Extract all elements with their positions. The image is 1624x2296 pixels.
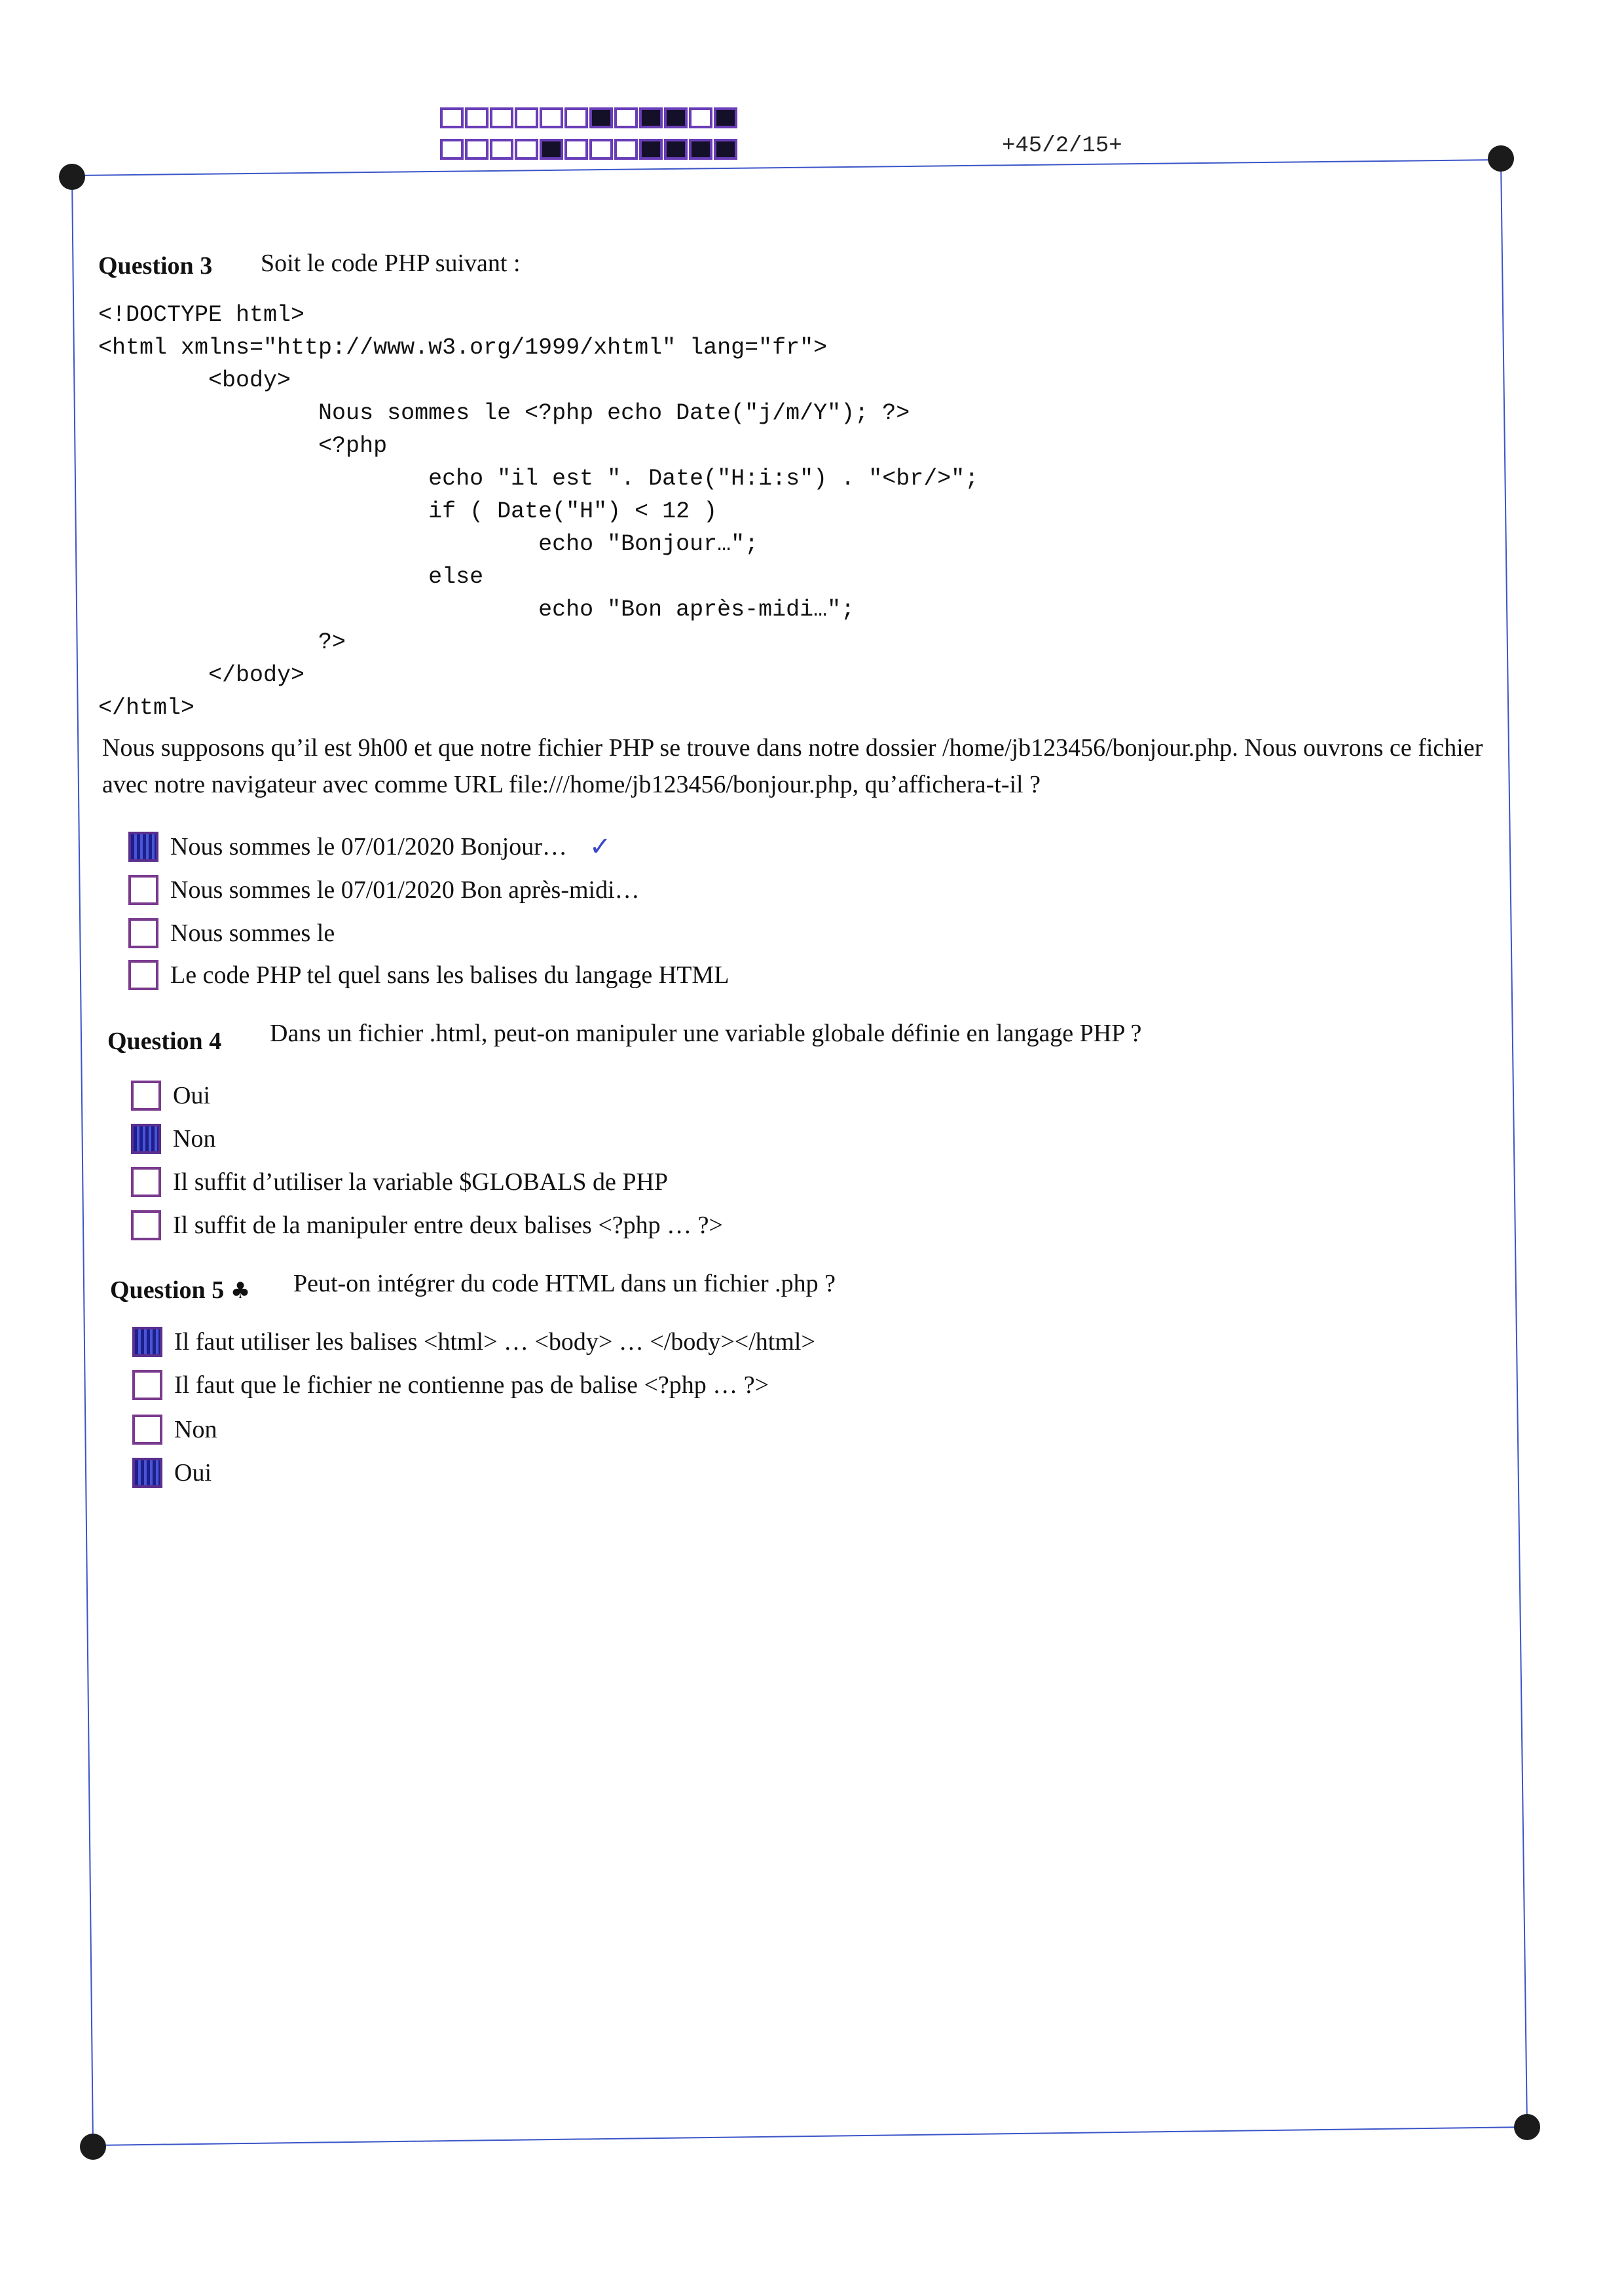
id-code-box	[564, 139, 588, 160]
id-code-box	[689, 107, 712, 128]
answer-choice[interactable]	[131, 1081, 210, 1111]
question-3-text: Nous supposons qu’il est 9h00 et que notre fichier PHP se trouve dans notre dossier /home/jb123456/bonjour.php. Nous ouvrons ce fichier avec notre navigateur avec comme URL file:///home/jb123456/bonjour.php, qu’affichera-t-il ?	[102, 734, 1483, 798]
answer-checkbox[interactable]	[132, 1327, 162, 1357]
answer-label: Il faut que le fichier ne contienne pas de balise <?php … ?>	[174, 1371, 769, 1399]
answer-choice[interactable]	[128, 875, 640, 905]
answer-checkbox[interactable]	[132, 1370, 162, 1400]
answer-label: Non	[174, 1416, 217, 1443]
answer-label: Oui	[174, 1459, 212, 1487]
answer-checkbox[interactable]	[131, 1081, 161, 1111]
id-code-row-2	[440, 139, 737, 160]
id-code-box	[589, 139, 613, 160]
answer-label: Nous sommes le 07/01/2020 Bon après-midi…	[170, 876, 640, 904]
answer-label: Nous sommes le	[170, 919, 335, 947]
id-code-box	[465, 139, 489, 160]
answer-checkbox[interactable]	[128, 832, 158, 862]
answer-checkbox[interactable]	[131, 1210, 161, 1240]
question-4-intro: Dans un fichier .html, peut-on manipuler une variable globale définie en langage PHP ?	[270, 1020, 1142, 1047]
id-code-box	[589, 107, 613, 128]
id-code-box	[515, 139, 538, 160]
id-code-box	[664, 107, 688, 128]
answer-checkbox[interactable]	[132, 1458, 162, 1488]
answer-choice[interactable]	[128, 918, 335, 948]
question-4-title: Question 4	[107, 1028, 222, 1055]
answer-label: Il faut utiliser les balises <html> … <body> … </body></html>	[174, 1328, 815, 1356]
registration-mark-bottom-left	[80, 2134, 106, 2160]
id-code-box	[614, 107, 638, 128]
question-5-label: Question 5	[110, 1276, 225, 1304]
id-code-box	[639, 139, 663, 160]
id-code-box	[490, 107, 513, 128]
id-code-box	[614, 139, 638, 160]
registration-mark-bottom-right	[1514, 2114, 1540, 2140]
question-5-intro: Peut-on intégrer du code HTML dans un fichier .php ?	[293, 1270, 836, 1297]
answer-label: Nous sommes le 07/01/2020 Bonjour…	[170, 833, 567, 861]
id-code-box	[440, 107, 464, 128]
id-code-box	[515, 107, 538, 128]
answer-label: Oui	[173, 1082, 210, 1109]
answer-choice[interactable]	[131, 1167, 668, 1197]
answer-label: Il suffit d’utiliser la variable $GLOBALS de PHP	[173, 1168, 669, 1196]
answer-checkbox[interactable]	[128, 918, 158, 948]
answer-label: Non	[173, 1125, 216, 1153]
id-code-box	[714, 107, 737, 128]
answer-choice[interactable]	[132, 1415, 217, 1445]
answer-choice[interactable]	[132, 1458, 212, 1488]
id-code-box	[689, 139, 712, 160]
registration-mark-top-right	[1488, 145, 1514, 172]
id-code-box	[639, 107, 663, 128]
answer-checkbox[interactable]	[131, 1124, 161, 1154]
id-code-box	[714, 139, 737, 160]
answer-checkbox[interactable]	[131, 1167, 161, 1197]
question-3-title: Question 3	[98, 252, 213, 280]
answer-choice[interactable]	[131, 1124, 215, 1154]
answer-choice[interactable]	[132, 1327, 815, 1357]
answer-choice[interactable]	[132, 1370, 769, 1400]
id-code-box	[540, 139, 563, 160]
id-code-box	[465, 107, 489, 128]
answer-checkbox[interactable]	[128, 960, 158, 990]
answer-label: Il suffit de la manipuler entre deux balises <?php … ?>	[173, 1212, 723, 1239]
answer-choice[interactable]	[128, 960, 729, 990]
answer-choice[interactable]	[131, 1210, 723, 1240]
php-code-block: <!DOCTYPE html> <html xmlns="http://www.w3.org/1999/xhtml" lang="fr"> <body> Nous sommes le <?php echo Date("j/m/Y"); ?> <?php echo "il est ". Date("H:i:s") . "<br/>"; if ( Date("H") < 12 ) echo "Bonjour…"; else echo "Bon après-midi…"; ?> </body> </html>	[98, 302, 979, 721]
check-mark-icon: ✓	[589, 832, 612, 862]
id-code-box	[664, 139, 688, 160]
answer-choice[interactable]	[128, 832, 611, 862]
club-icon: ♣	[230, 1278, 251, 1304]
question-5-title	[110, 1276, 250, 1305]
id-code-row-1	[440, 107, 737, 128]
answer-checkbox[interactable]	[128, 875, 158, 905]
id-code-box	[540, 107, 563, 128]
answer-label: Le code PHP tel quel sans les balises du langage HTML	[170, 961, 729, 989]
page-id: +45/2/15+	[1002, 134, 1122, 158]
answer-checkbox[interactable]	[132, 1415, 162, 1445]
question-3-intro: Soit le code PHP suivant :	[261, 250, 521, 277]
id-code-box	[564, 107, 588, 128]
id-code-box	[440, 139, 464, 160]
id-code-box	[490, 139, 513, 160]
registration-mark-top-left	[59, 164, 85, 190]
